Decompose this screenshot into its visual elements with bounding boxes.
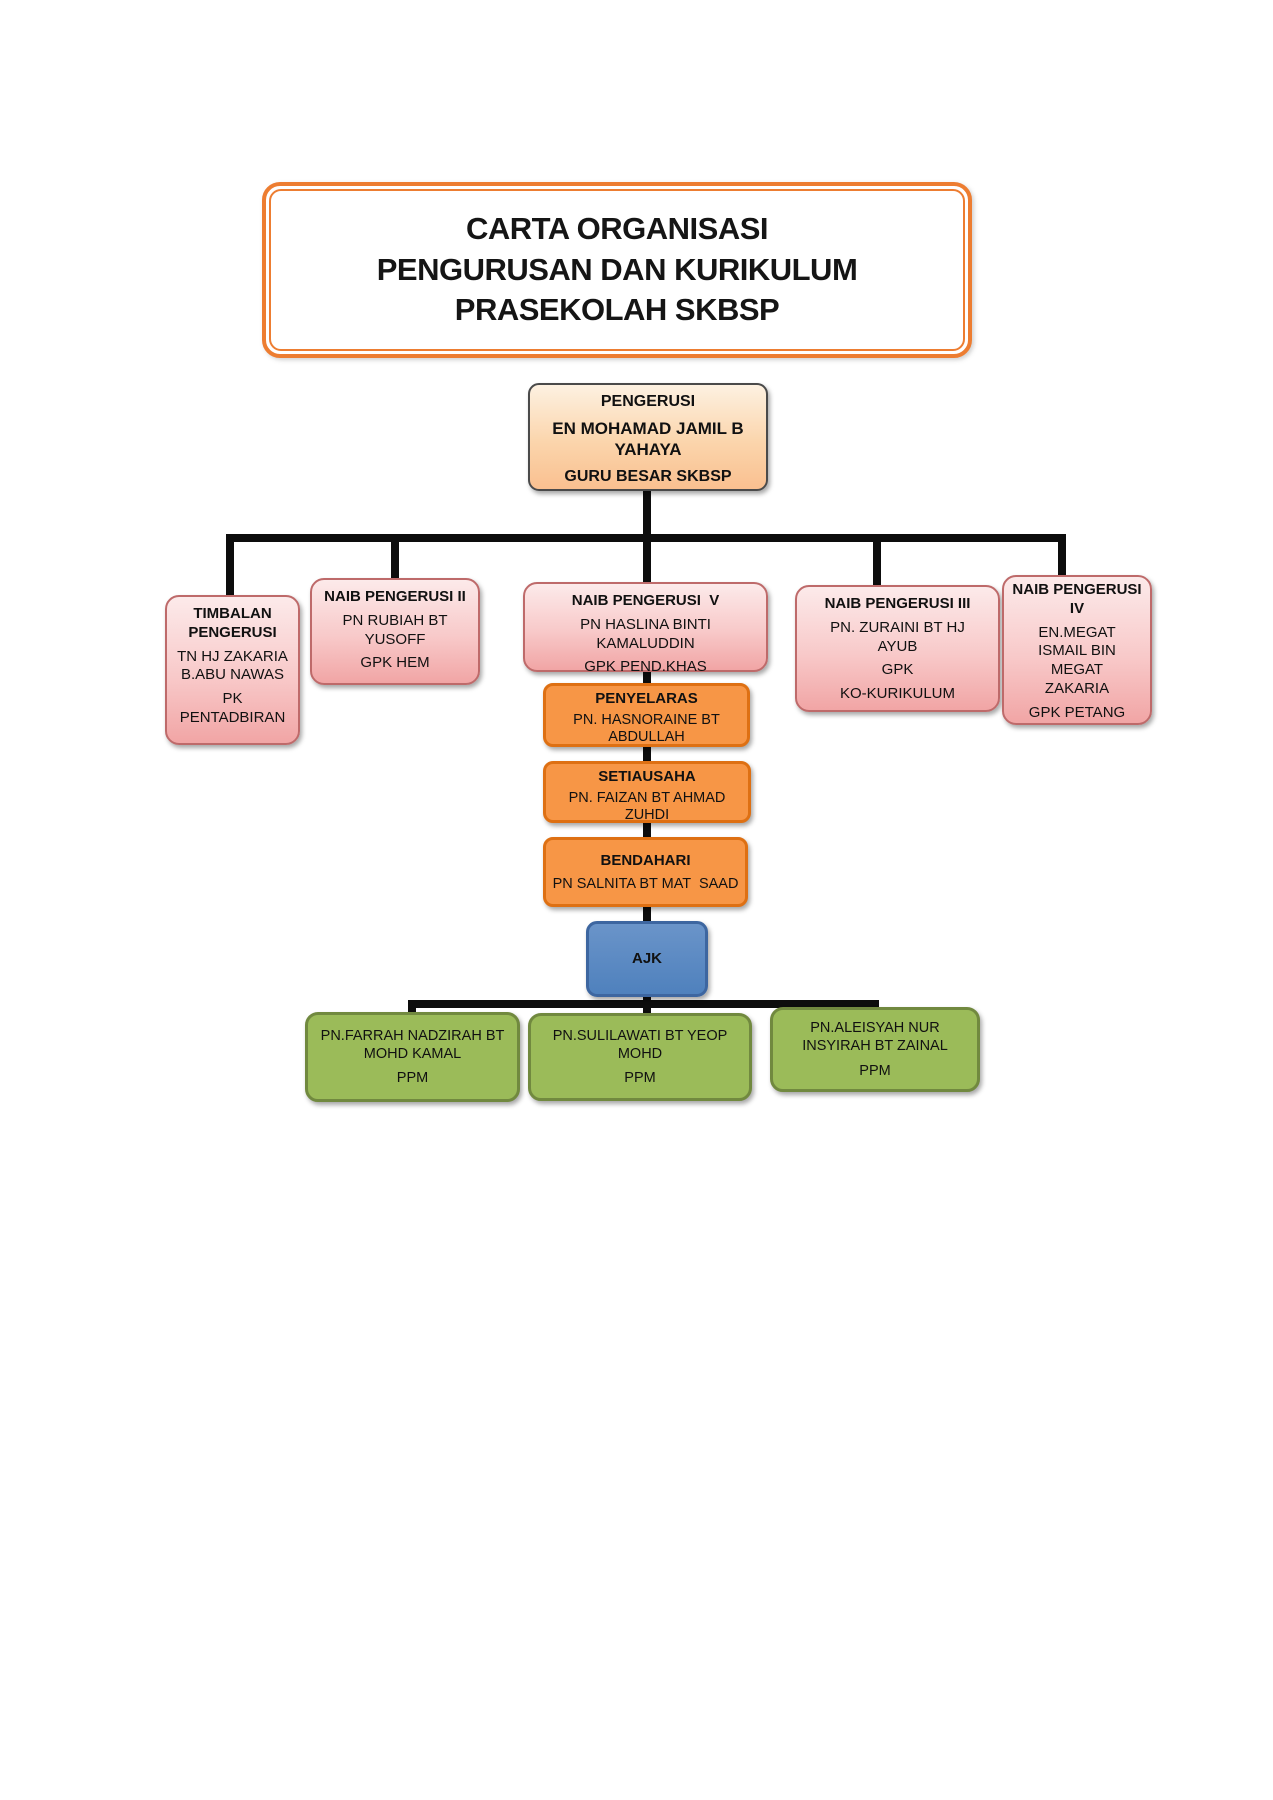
node-pengerusi-name: EN MOHAMAD JAMIL B YAHAYA — [552, 419, 744, 460]
node-ppm-2 — [528, 1013, 752, 1101]
node-ppm-1 — [305, 1012, 520, 1102]
node-bendahari — [543, 837, 748, 907]
chart-title-line-1: CARTA ORGANISASI — [466, 210, 768, 246]
node-penyelaras — [543, 683, 750, 747]
chart-title-line-2: PENGURUSAN DAN KURIKULUM — [376, 251, 858, 287]
node-pengerusi-role: PENGERUSI — [600, 393, 696, 410]
node-naib-v-role: NAIB PENGERUSI V — [571, 592, 720, 609]
node-naib-iii-name: PN. ZURAINI BT HJ AYUB — [830, 618, 965, 655]
node-ppm-3-name: PN.ALEISYAH NUR INSYIRAH BT ZAINAL — [802, 1020, 948, 1055]
chart-title-box — [262, 182, 972, 358]
node-naib-iv-role: NAIB PENGERUSI IV — [1012, 581, 1142, 617]
node-ppm-1-post: PPM — [396, 1070, 429, 1087]
node-setiausaha — [543, 761, 751, 823]
node-naib-iii-post: GPK — [881, 661, 914, 679]
node-ajk-label: AJK — [631, 949, 662, 967]
node-naib-ii-role: NAIB PENGERUSI II — [324, 588, 466, 605]
node-pengerusi-post: GURU BESAR SKBSP — [564, 467, 732, 485]
connector-drop-naib-iii — [873, 534, 881, 589]
node-pengerusi — [528, 383, 768, 491]
connector-drop-naib-ii — [391, 534, 399, 584]
node-naib-ii-name: PN RUBIAH BT YUSOFF — [342, 611, 448, 648]
node-ppm-2-post: PPM — [624, 1070, 656, 1087]
node-naib-pengerusi-v — [523, 582, 768, 676]
node-timbalan-name: TN HJ ZAKARIA B.ABU NAWAS — [177, 647, 288, 684]
node-timbalan-role: TIMBALAN PENGERUSI — [188, 605, 277, 641]
node-penyelaras-role: PENYELARAS — [595, 690, 698, 707]
node-naib-iii-role: NAIB PENGERUSI III — [824, 595, 971, 612]
node-naib-v-post: GPK PEND.KHAS — [584, 658, 707, 676]
node-ppm-3-post: PPM — [859, 1062, 891, 1079]
node-timbalan-post: PK PENTADBIRAN — [179, 690, 286, 726]
node-setiausaha-role: SETIAUSAHA — [598, 768, 696, 785]
node-naib-pengerusi-iii — [795, 585, 1000, 712]
node-naib-pengerusi-iv — [1002, 575, 1152, 725]
node-bendahari-role: BENDAHARI — [600, 852, 691, 870]
node-bendahari-name: PN SALNITA BT MAT SAAD — [552, 876, 739, 893]
chart-title-line-3: PRASEKOLAH SKBSP — [454, 292, 780, 328]
node-naib-iv-post: GPK PETANG — [1028, 703, 1126, 721]
node-naib-iv-name: EN.MEGAT ISMAIL BIN MEGAT ZAKARIA — [1038, 623, 1116, 697]
node-naib-v-name: PN HASLINA BINTI KAMALUDDIN — [580, 615, 711, 652]
connector-drop-naib-v — [643, 534, 651, 586]
node-ppm-3 — [770, 1007, 980, 1092]
node-timbalan-pengerusi — [165, 595, 300, 745]
node-ppm-1-name: PN.FARRAH NADZIRAH BT MOHD KAMAL — [320, 1027, 505, 1062]
node-penyelaras-name: PN. HASNORAINE BT ABDULLAH — [573, 711, 720, 746]
node-naib-iii-post-2: KO-KURIKULUM — [839, 685, 955, 702]
node-naib-ii-post: GPK HEM — [360, 654, 430, 672]
node-setiausaha-name: PN. FAIZAN BT AHMAD ZUHDI — [568, 789, 726, 824]
node-ajk — [586, 921, 708, 997]
connector-drop-timbalan — [226, 534, 234, 599]
node-naib-pengerusi-ii — [310, 578, 480, 685]
chart-title-inner-frame — [269, 189, 965, 351]
node-ppm-2-name: PN.SULILAWATI BT YEOP MOHD — [552, 1027, 728, 1062]
